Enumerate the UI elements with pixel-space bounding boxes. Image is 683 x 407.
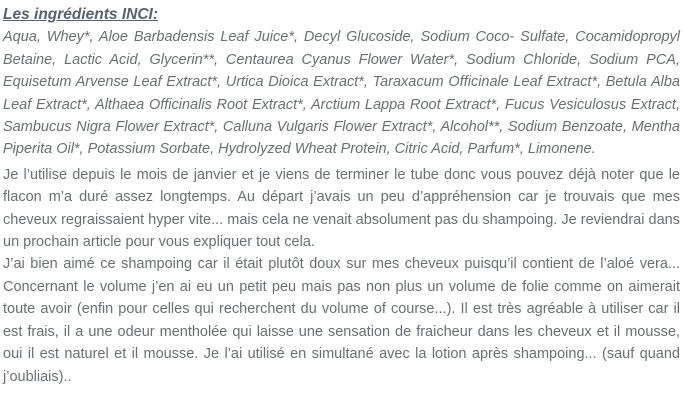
review-paragraph-usage: Je l’utilise depuis le mois de janvier et je viens de terminer le tube donc vous pouvez déjà noter que le flacon m’a duré assez longtemps. Au départ j’avais un peu d’appréhension car je trouvais que mes cheveux regraissaient hyper vite... mais cela ne venait absolument pas du shampoing. Je reviendrai dans un prochain article pour vous expliquer tout cela.	[3, 166, 680, 251]
inci-ingredients-paragraph: Aqua, Whey*, Aloe Barbadensis Leaf Juice*, Decyl Glucoside, Sodium Coco- Sulfate, Cocamidopropyl Betaine, Lactic Acid, Glycerin**, Centaurea Cyanus Flower Water*, Sodium Chloride, Sodium PCA, Equisetum Arvense Leaf Extract*, Urtica Dioica Extract*, Taraxacum Officinale Leaf Extract*, Betula Alba Leaf Extract*, Althaea Officinalis Root Extract*, Arctium Lappa Root Extract*, Fucus Vesiculosus Extract, Sambucus Nigra Flower Extract*, Calluna Vulgaris Flower Extract*, Alcohol**, Sodium Benzoate, Mentha Piperita Oil*, Potassium Sorbate, Hydrolyzed Wheat Protein, Citric Acid, Parfum*, Limonene.	[3, 29, 680, 158]
inci-heading: Les ingrédients INCI:	[3, 6, 159, 23]
review-paragraph-opinion: J’ai bien aimé ce shampoing car il était plutôt doux sur mes cheveux puisqu’il contient de l’aloé vera... Concernant le volume j’en ai eu un petit peu mais pas non plus un volume de folie comme on aimerait toute avoir (enfin pour celles qui recherchent du volume of course...). Il est très agréable à utiliser car il est frais, il a une odeur mentholée qui laisse une sensation de fraicheur dans les cheveux et il mousse, oui il est naturel et il mousse. Je l’ai utilisé en simultané avec la lotion après shampoing... (sauf quand j’oubliais)..	[3, 256, 680, 385]
